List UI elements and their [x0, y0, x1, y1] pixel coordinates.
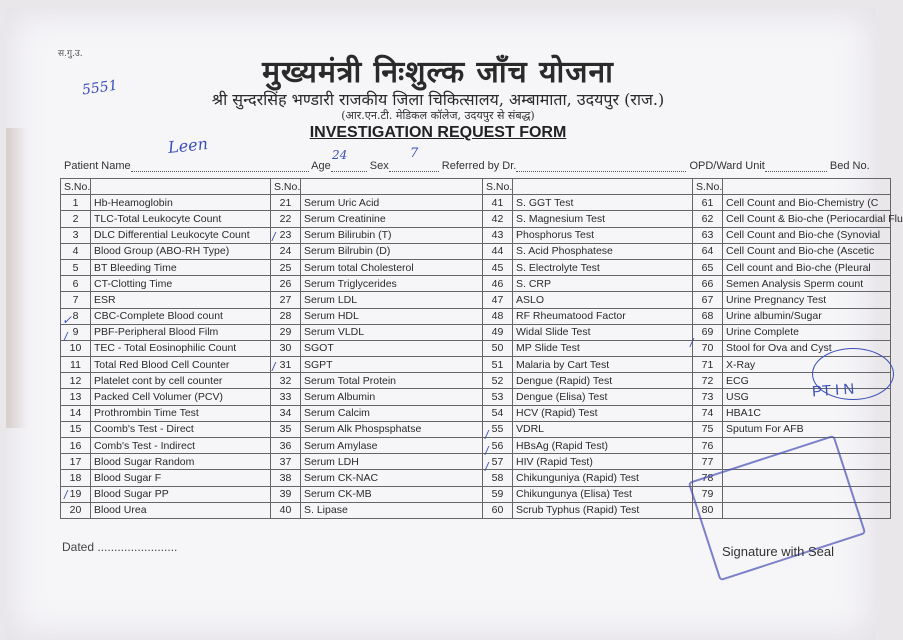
test-name[interactable]: Blood Urea — [91, 502, 271, 518]
test-name[interactable]: Serum Total Protein — [301, 373, 483, 389]
test-number: 37 — [271, 454, 301, 470]
test-header — [301, 179, 483, 195]
test-name[interactable]: Urine Pregnancy Test — [723, 292, 891, 308]
table-row — [61, 292, 891, 308]
referred-label: Referred by Dr. — [441, 160, 517, 172]
test-name[interactable]: HIV (Rapid Test) — [513, 454, 693, 470]
test-name[interactable]: Blood Group (ABO-RH Type) — [91, 243, 271, 259]
test-number: 61 — [693, 195, 723, 211]
test-number: 8 — [61, 308, 91, 324]
test-name[interactable]: Cell count and Bio-che (Pleural — [723, 259, 891, 275]
test-name[interactable]: S. Lipase — [301, 502, 483, 518]
table-row — [61, 405, 891, 421]
check-mark-icon: / — [485, 444, 489, 458]
test-number: 72 — [693, 373, 723, 389]
test-name[interactable]: ASLO — [513, 292, 693, 308]
test-number: 20 — [61, 502, 91, 518]
test-name[interactable]: Serum CK-MB — [301, 486, 483, 502]
test-number: 27 — [271, 292, 301, 308]
test-number: 38 — [271, 470, 301, 486]
test-name[interactable]: Widal Slide Test — [513, 324, 693, 340]
test-name[interactable]: Serum Calcim — [301, 405, 483, 421]
test-name[interactable]: MP Slide Test — [513, 340, 693, 356]
table-row — [61, 357, 891, 373]
test-name[interactable]: Comb's Test - Indirect — [91, 438, 271, 454]
test-name[interactable]: Stool for Ova and Cyst — [723, 340, 891, 356]
test-name[interactable]: Serum VLDL — [301, 324, 483, 340]
test-name[interactable]: Coomb's Test - Direct — [91, 421, 271, 437]
patient-name-field[interactable] — [131, 171, 309, 172]
test-number: 63 — [693, 227, 723, 243]
sex-field[interactable] — [389, 171, 439, 172]
table-row — [61, 259, 891, 275]
test-number: 56 — [483, 438, 513, 454]
test-number: 24 — [271, 243, 301, 259]
test-name[interactable]: BT Bleeding Time — [91, 259, 271, 275]
dated-field[interactable]: Dated ........................ — [62, 540, 178, 554]
test-number: 10 — [61, 340, 91, 356]
test-number: 67 — [693, 292, 723, 308]
test-name[interactable]: CBC-Complete Blood count — [91, 308, 271, 324]
test-number: 78 — [693, 470, 723, 486]
table-header-row — [61, 179, 891, 195]
test-name[interactable]: Serum LDL — [301, 292, 483, 308]
test-name[interactable]: Chikungunya (Elisa) Test — [513, 486, 693, 502]
test-number: 29 — [271, 324, 301, 340]
test-number: 80 — [693, 502, 723, 518]
referred-field[interactable] — [516, 171, 686, 172]
table-row — [61, 211, 891, 227]
hospital-name: श्री सुन्दरसिंह भण्डारी राजकीय जिला चिकित्सालय, अम्बामाता, उदयपुर (राज.) — [211, 90, 665, 109]
patient-sex-value: 7 — [410, 146, 419, 161]
test-name[interactable]: Serum Triglycerides — [301, 276, 483, 292]
test-number: 22 — [271, 211, 301, 227]
test-number: 73 — [693, 389, 723, 405]
test-number: 31 — [271, 357, 301, 373]
test-name[interactable]: X-Ray — [723, 357, 891, 373]
table-row — [61, 324, 891, 340]
table-row — [61, 243, 891, 259]
test-number: 17 — [61, 454, 91, 470]
test-name[interactable]: Serum total Cholesterol — [301, 259, 483, 275]
test-number: 60 — [483, 502, 513, 518]
test-number: 48 — [483, 308, 513, 324]
test-name[interactable]: Platelet cont by cell counter — [91, 373, 271, 389]
table-row — [61, 421, 891, 437]
table-row — [61, 373, 891, 389]
test-number: 57 — [483, 454, 513, 470]
test-number: 11 — [61, 357, 91, 373]
test-name[interactable]: DLC Differential Leukocyte Count — [91, 227, 271, 243]
test-number: 65 — [693, 259, 723, 275]
test-number: 12 — [61, 373, 91, 389]
check-mark-icon: / — [272, 230, 276, 244]
test-name[interactable]: Cell Count and Bio-Chemistry (C — [723, 195, 891, 211]
test-name[interactable]: SGOT — [301, 340, 483, 356]
test-name[interactable]: S. Electrolyte Test — [513, 259, 693, 275]
test-number: 71 — [693, 357, 723, 373]
sno-header: S.No. — [483, 179, 513, 195]
table-row — [61, 340, 891, 356]
handwritten-code: 5551 — [81, 77, 119, 99]
table-row — [61, 195, 891, 211]
test-name[interactable]: Blood Sugar PP — [91, 486, 271, 502]
test-name[interactable]: S. GGT Test — [513, 195, 693, 211]
check-mark-icon: ✓ — [62, 313, 73, 327]
table-row — [61, 308, 891, 324]
test-number: 55 — [483, 421, 513, 437]
check-mark-icon: / — [485, 428, 489, 442]
sno-header: S.No. — [61, 179, 91, 195]
test-name[interactable]: Dengue (Rapid) Test — [513, 373, 693, 389]
signature-label: Signature with Seal — [722, 544, 835, 559]
table-row — [61, 389, 891, 405]
test-number: 45 — [483, 259, 513, 275]
test-number: 50 — [483, 340, 513, 356]
test-number: 14 — [61, 405, 91, 421]
test-number: 25 — [271, 259, 301, 275]
test-header — [513, 179, 693, 195]
test-name[interactable]: Serum Uric Acid — [301, 195, 483, 211]
check-mark-icon: / — [485, 460, 489, 474]
test-number: 21 — [271, 195, 301, 211]
test-name[interactable]: Prothrombin Time Test — [91, 405, 271, 421]
test-number: 36 — [271, 438, 301, 454]
test-number: 43 — [483, 227, 513, 243]
test-number: 76 — [693, 438, 723, 454]
check-mark-icon: / — [690, 336, 694, 350]
test-name[interactable]: Serum Bilrubin (D) — [301, 243, 483, 259]
test-number: 42 — [483, 211, 513, 227]
test-number: 9 — [61, 324, 91, 340]
patient-age-value: 24 — [332, 148, 348, 162]
test-name[interactable]: Serum Creatinine — [301, 211, 483, 227]
test-name[interactable]: TEC - Total Eosinophilic Count — [91, 340, 271, 356]
test-name[interactable]: Serum LDH — [301, 454, 483, 470]
check-mark-icon: / — [64, 488, 68, 502]
test-name[interactable]: Serum Alk Phospsphatse — [301, 421, 483, 437]
patient-name-label: Patient Name — [64, 160, 131, 172]
test-number: 35 — [271, 421, 301, 437]
test-name[interactable]: Serum HDL — [301, 308, 483, 324]
test-number: 1 — [61, 195, 91, 211]
test-number: 54 — [483, 405, 513, 421]
patient-info-row — [64, 160, 870, 172]
test-number: 32 — [271, 373, 301, 389]
test-name[interactable]: Scrub Typhus (Rapid) Test — [513, 502, 693, 518]
age-label: Age — [311, 160, 331, 172]
test-number: 41 — [483, 195, 513, 211]
test-number: 18 — [61, 470, 91, 486]
test-number: 5 — [61, 259, 91, 275]
affiliation-text: (आर.एन.टी. मेडिकल कॉलेज, उदयपुर से संबद्ध) — [341, 109, 535, 122]
test-name[interactable]: Serum CK-NAC — [301, 470, 483, 486]
test-name[interactable]: Cell Count and Bio-che (Synovial — [723, 227, 891, 243]
test-name[interactable]: Serum Albumin — [301, 389, 483, 405]
test-name[interactable]: Total Red Blood Cell Counter — [91, 357, 271, 373]
test-name[interactable]: Blood Sugar Random — [91, 454, 271, 470]
test-name[interactable]: PBF-Peripheral Blood Film — [91, 324, 271, 340]
test-number: 3 — [61, 227, 91, 243]
sno-header: S.No. — [271, 179, 301, 195]
check-mark-icon: / — [272, 360, 276, 374]
test-name[interactable]: Urine albumin/Sugar — [723, 308, 891, 324]
test-number: 16 — [61, 438, 91, 454]
table-row — [61, 276, 891, 292]
test-number: 58 — [483, 470, 513, 486]
test-name[interactable]: Semen Analysis Sperm count — [723, 276, 891, 292]
test-name[interactable]: Sputum For AFB — [723, 421, 891, 437]
test-number: 51 — [483, 357, 513, 373]
test-number: 52 — [483, 373, 513, 389]
test-name[interactable]: USG — [723, 389, 891, 405]
test-number: 69 — [693, 324, 723, 340]
test-name[interactable]: S. Magnesium Test — [513, 211, 693, 227]
test-name[interactable]: Dengue (Elisa) Test — [513, 389, 693, 405]
test-name[interactable]: Malaria by Cart Test — [513, 357, 693, 373]
test-name[interactable]: VDRL — [513, 421, 693, 437]
test-name[interactable]: HBA1C — [723, 405, 891, 421]
test-number: 46 — [483, 276, 513, 292]
age-field[interactable] — [331, 171, 367, 172]
test-number: 64 — [693, 243, 723, 259]
test-name[interactable]: ECG — [723, 373, 891, 389]
test-number: 49 — [483, 324, 513, 340]
sno-header: S.No. — [693, 179, 723, 195]
test-number: 33 — [271, 389, 301, 405]
test-name[interactable]: Phosphorus Test — [513, 227, 693, 243]
test-name[interactable]: Serum Amylase — [301, 438, 483, 454]
test-number: 68 — [693, 308, 723, 324]
test-name[interactable]: Chikunguniya (Rapid) Test — [513, 470, 693, 486]
opd-field[interactable] — [765, 171, 827, 172]
test-number: 47 — [483, 292, 513, 308]
test-name[interactable]: TLC-Total Leukocyte Count — [91, 211, 271, 227]
test-name[interactable]: S. Acid Phosphatese — [513, 243, 693, 259]
test-number: 77 — [693, 454, 723, 470]
test-number: 59 — [483, 486, 513, 502]
test-name[interactable]: Urine Complete — [723, 324, 891, 340]
test-name[interactable]: S. CRP — [513, 276, 693, 292]
test-name[interactable]: CT-Clotting Time — [91, 276, 271, 292]
bed-label: Bed No. — [829, 160, 870, 172]
test-number: 19 — [61, 486, 91, 502]
test-name[interactable]: ESR — [91, 292, 271, 308]
test-number: 34 — [271, 405, 301, 421]
test-name[interactable]: HCV (Rapid) Test — [513, 405, 693, 421]
opd-label: OPD/Ward Unit — [689, 160, 765, 172]
test-number: 62 — [693, 211, 723, 227]
test-number: 13 — [61, 389, 91, 405]
test-number: 23 — [271, 227, 301, 243]
patient-name-value: Leen — [167, 133, 209, 158]
test-number: 26 — [271, 276, 301, 292]
test-header — [91, 179, 271, 195]
test-name[interactable]: Serum Bilirubin (T) — [301, 227, 483, 243]
paper-stain — [6, 128, 28, 428]
test-number: 15 — [61, 421, 91, 437]
test-number: 6 — [61, 276, 91, 292]
test-number: 28 — [271, 308, 301, 324]
sex-label: Sex — [369, 160, 389, 172]
test-number: 2 — [61, 211, 91, 227]
test-number: 44 — [483, 243, 513, 259]
test-number: 70 — [693, 340, 723, 356]
test-name[interactable]: HBsAg (Rapid Test) — [513, 438, 693, 454]
test-number: 7 — [61, 292, 91, 308]
test-number: 39 — [271, 486, 301, 502]
test-name[interactable]: SGPT — [301, 357, 483, 373]
test-number: 75 — [693, 421, 723, 437]
test-header — [723, 179, 891, 195]
test-name[interactable]: RF Rheumatood Factor — [513, 308, 693, 324]
test-number: 30 — [271, 340, 301, 356]
test-number: 40 — [271, 502, 301, 518]
test-name[interactable]: Packed Cell Volumer (PCV) — [91, 389, 271, 405]
test-number: 74 — [693, 405, 723, 421]
test-number: 4 — [61, 243, 91, 259]
test-number: 79 — [693, 486, 723, 502]
check-mark-icon: / — [64, 330, 68, 344]
test-name[interactable]: Cell Count and Bio-che (Ascetic — [723, 243, 891, 259]
test-name[interactable]: Hb-Heamoglobin — [91, 195, 271, 211]
scheme-title: मुख्यमंत्री निःशुल्क जाँच योजना — [262, 55, 614, 90]
handwritten-note: PT I N — [811, 380, 855, 401]
table-row — [61, 227, 891, 243]
form-title: INVESTIGATION REQUEST FORM — [309, 124, 567, 141]
test-number: 53 — [483, 389, 513, 405]
table-row — [61, 438, 891, 454]
test-name[interactable]: Cell Count & Bio-che (Periocardial Flu — [723, 211, 891, 227]
test-name[interactable]: Blood Sugar F — [91, 470, 271, 486]
reference-code: स.गु.उ. — [58, 49, 83, 59]
test-number: 66 — [693, 276, 723, 292]
